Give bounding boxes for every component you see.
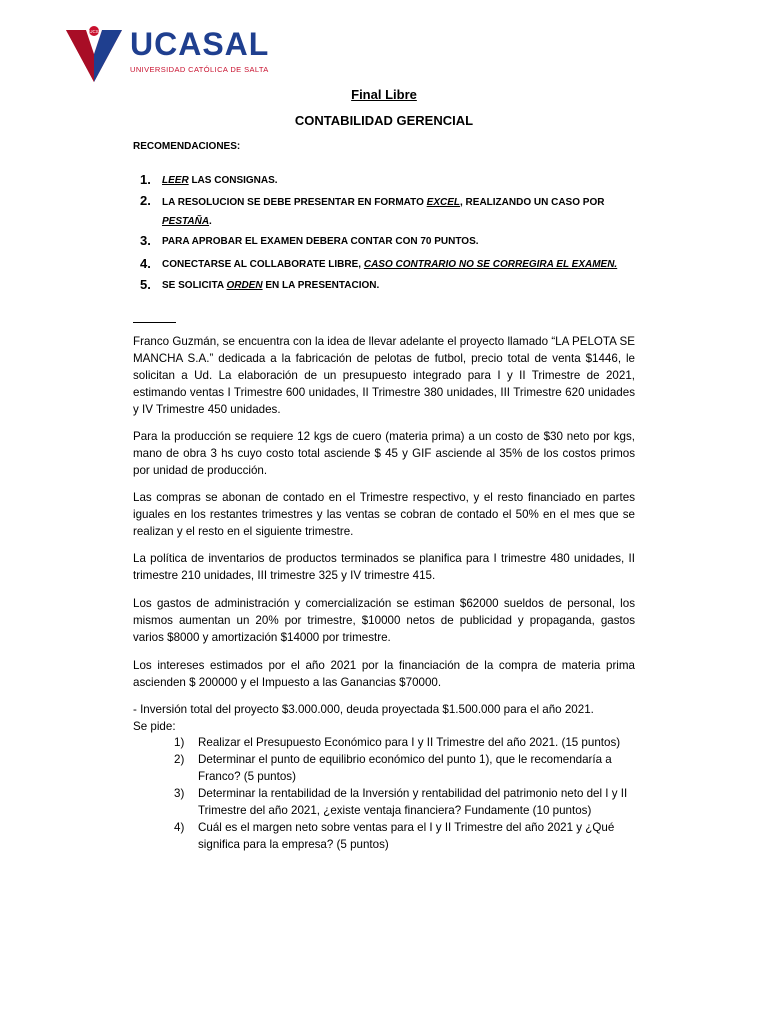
separator-line <box>133 322 176 323</box>
paragraph: - Inversión total del proyecto $3.000.000, deuda proyectada $1.500.000 para el año 2021. <box>133 703 594 716</box>
logo-wordmark: UCASAL <box>130 26 270 62</box>
paragraph: Para la producción se requiere 12 kgs de cuero (materia prima) a un costo de $30 neto por kgs, mano de obra 3 hs cuyo costo total asciende $ 45 y GIF asciende al 35% de los costos primos por unidad de producción. <box>133 430 635 477</box>
svg-text:UCS: UCS <box>89 29 99 34</box>
document-title: Final Libre <box>351 87 417 102</box>
paragraph: Los intereses estimados por el año 2021 por la financiación de la compra de materia prima ascienden $ 200000 y el Impuesto a las Ganancias $70000. <box>133 659 635 689</box>
paragraph: Las compras se abonan de contado en el Trimestre respectivo, y el resto financiado en partes iguales en los restantes trimestres y las ventas se cobran de contado el 50% en el mes que se realizan y el resto en el siguiente trimestre. <box>133 491 635 538</box>
paragraph: La política de inventarios de productos terminados se planifica para I trimestre 480 unidades, II trimestre 210 unidades, III trimestre 325 y IV trimestre 415. <box>133 552 635 582</box>
logo-subtitle: UNIVERSIDAD CATÓLICA DE SALTA <box>130 65 269 74</box>
paragraph: Los gastos de administración y comercialización se estiman $62000 sueldos de personal, los mismos aumentan un 20% por trimestre, $10000 netos de publicidad y propaganda, gastos varios $8000 y amortización $14000 por trimestre. <box>133 597 635 644</box>
se-pide-label: Se pide: <box>133 720 176 733</box>
ucasal-shield-icon <box>64 26 124 86</box>
recommendations-label: RECOMENDACIONES: <box>133 141 241 152</box>
paragraph: Franco Guzmán, se encuentra con la idea de llevar adelante el proyecto llamado “LA PELOTA SE MANCHA S.A.” dedicada a la fabricación de pelotas de futbol, precio total de venta $1446, le solicitan a Ud. La elaboración de un presupuesto integrado para I y II Trimestre de 2021, estimando ventas I Trimestre 600 unidades, II Trimestre 380 unidades, III Trimestre 620 unidades y IV Trimestre 450 unidades. <box>133 335 635 416</box>
document-subject: CONTABILIDAD GERENCIAL <box>294 113 474 128</box>
